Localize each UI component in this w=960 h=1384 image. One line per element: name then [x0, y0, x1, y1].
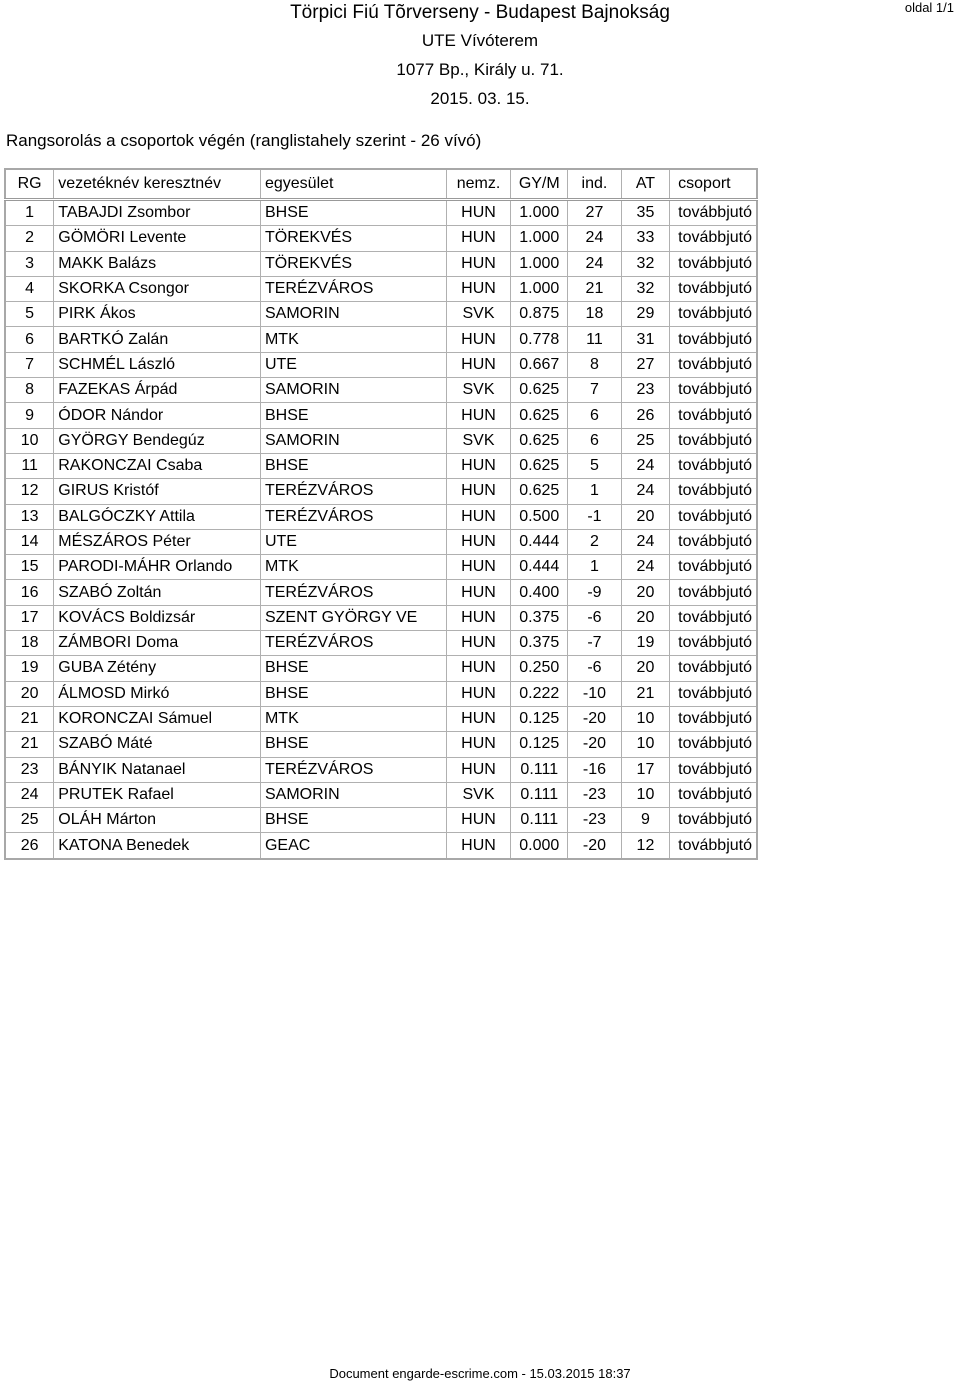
cell-rank: 18: [5, 631, 54, 656]
cell-index: 6: [568, 403, 622, 428]
cell-club: SZENT GYÖRGY VE: [260, 605, 446, 630]
cell-nation: HUN: [446, 403, 511, 428]
cell-win-ratio: 1.000: [511, 276, 568, 301]
cell-index: -23: [568, 808, 622, 833]
cell-group: továbbjutó: [670, 428, 757, 453]
cell-win-ratio: 0.111: [511, 782, 568, 807]
cell-group: továbbjutó: [670, 453, 757, 478]
cell-group: továbbjutó: [670, 251, 757, 276]
cell-club: MTK: [260, 706, 446, 731]
cell-win-ratio: 0.222: [511, 681, 568, 706]
cell-rank: 12: [5, 479, 54, 504]
cell-touches: 26: [621, 403, 669, 428]
cell-win-ratio: 0.778: [511, 327, 568, 352]
col-club: egyesület: [260, 169, 446, 200]
col-touches: AT: [621, 169, 669, 200]
cell-name: KOVÁCS Boldizsár: [54, 605, 261, 630]
cell-name: ÓDOR Nándor: [54, 403, 261, 428]
cell-club: UTE: [260, 352, 446, 377]
cell-group: továbbjutó: [670, 276, 757, 301]
table-row: [5, 428, 757, 453]
cell-group: továbbjutó: [670, 757, 757, 782]
cell-index: 7: [568, 378, 622, 403]
cell-group: továbbjutó: [670, 706, 757, 731]
cell-touches: 10: [621, 706, 669, 731]
cell-rank: 23: [5, 757, 54, 782]
cell-rank: 4: [5, 276, 54, 301]
table-row: [5, 479, 757, 504]
cell-nation: HUN: [446, 706, 511, 731]
cell-win-ratio: 0.250: [511, 656, 568, 681]
cell-club: SAMORIN: [260, 302, 446, 327]
cell-name: RAKONCZAI Csaba: [54, 453, 261, 478]
cell-club: BHSE: [260, 732, 446, 757]
cell-club: TERÉZVÁROS: [260, 504, 446, 529]
cell-rank: 24: [5, 782, 54, 807]
cell-index: 21: [568, 276, 622, 301]
cell-rank: 6: [5, 327, 54, 352]
cell-nation: HUN: [446, 352, 511, 377]
cell-rank: 16: [5, 580, 54, 605]
cell-group: továbbjutó: [670, 782, 757, 807]
table-row: [5, 782, 757, 807]
cell-rank: 25: [5, 808, 54, 833]
cell-win-ratio: 0.375: [511, 631, 568, 656]
cell-club: BHSE: [260, 453, 446, 478]
table-row: [5, 732, 757, 757]
cell-nation: HUN: [446, 833, 511, 859]
table-row: [5, 656, 757, 681]
cell-touches: 9: [621, 808, 669, 833]
venue: UTE Vívóterem: [421, 31, 539, 50]
cell-touches: 31: [621, 327, 669, 352]
cell-name: MAKK Balázs: [54, 251, 261, 276]
ranking-table: [4, 168, 758, 860]
cell-index: -6: [568, 656, 622, 681]
col-index: ind.: [568, 169, 622, 200]
cell-index: 8: [568, 352, 622, 377]
cell-nation: SVK: [446, 302, 511, 327]
cell-rank: 7: [5, 352, 54, 377]
cell-index: 18: [568, 302, 622, 327]
cell-nation: HUN: [446, 656, 511, 681]
cell-nation: HUN: [446, 327, 511, 352]
cell-club: TERÉZVÁROS: [260, 580, 446, 605]
cell-group: továbbjutó: [670, 327, 757, 352]
cell-win-ratio: 0.444: [511, 529, 568, 554]
cell-win-ratio: 0.625: [511, 378, 568, 403]
cell-nation: HUN: [446, 732, 511, 757]
cell-nation: HUN: [446, 681, 511, 706]
col-nation: nemz.: [446, 169, 511, 200]
cell-group: továbbjutó: [670, 555, 757, 580]
table-row: [5, 681, 757, 706]
cell-nation: HUN: [446, 757, 511, 782]
col-group: csoport: [670, 169, 757, 200]
table-row: [5, 757, 757, 782]
cell-group: továbbjutó: [670, 529, 757, 554]
cell-rank: 13: [5, 504, 54, 529]
cell-rank: 11: [5, 453, 54, 478]
cell-name: GUBA Zétény: [54, 656, 261, 681]
cell-club: BHSE: [260, 656, 446, 681]
cell-name: KATONA Benedek: [54, 833, 261, 859]
cell-club: MTK: [260, 327, 446, 352]
cell-name: SZABÓ Máté: [54, 732, 261, 757]
event-date: 2015. 03. 15.: [430, 89, 530, 108]
cell-name: BARTKÓ Zalán: [54, 327, 261, 352]
cell-index: -16: [568, 757, 622, 782]
cell-win-ratio: 0.125: [511, 732, 568, 757]
cell-touches: 20: [621, 504, 669, 529]
cell-win-ratio: 0.625: [511, 453, 568, 478]
table-header-row: [5, 169, 757, 200]
cell-index: -9: [568, 580, 622, 605]
cell-rank: 20: [5, 681, 54, 706]
table-row: [5, 555, 757, 580]
cell-win-ratio: 1.000: [511, 251, 568, 276]
cell-name: GÖMÖRI Levente: [54, 226, 261, 251]
cell-nation: SVK: [446, 782, 511, 807]
cell-touches: 33: [621, 226, 669, 251]
cell-touches: 17: [621, 757, 669, 782]
table-row: [5, 302, 757, 327]
table-row: [5, 327, 757, 352]
cell-touches: 35: [621, 200, 669, 226]
table-row: [5, 403, 757, 428]
cell-rank: 19: [5, 656, 54, 681]
table-row: [5, 833, 757, 859]
cell-index: 11: [568, 327, 622, 352]
table-row: [5, 580, 757, 605]
cell-club: TERÉZVÁROS: [260, 276, 446, 301]
cell-rank: 1: [5, 200, 54, 226]
cell-club: BHSE: [260, 808, 446, 833]
cell-name: SZABÓ Zoltán: [54, 580, 261, 605]
cell-rank: 8: [5, 378, 54, 403]
cell-group: továbbjutó: [670, 833, 757, 859]
cell-club: SAMORIN: [260, 428, 446, 453]
cell-win-ratio: 1.000: [511, 200, 568, 226]
cell-index: -20: [568, 732, 622, 757]
cell-group: továbbjutó: [670, 732, 757, 757]
cell-nation: SVK: [446, 378, 511, 403]
cell-touches: 24: [621, 453, 669, 478]
table-row: [5, 453, 757, 478]
cell-nation: HUN: [446, 200, 511, 226]
cell-touches: 12: [621, 833, 669, 859]
cell-rank: 5: [5, 302, 54, 327]
cell-rank: 14: [5, 529, 54, 554]
cell-club: TÖREKVÉS: [260, 226, 446, 251]
cell-nation: HUN: [446, 479, 511, 504]
cell-name: SCHMÉL László: [54, 352, 261, 377]
cell-touches: 25: [621, 428, 669, 453]
cell-nation: HUN: [446, 631, 511, 656]
cell-rank: 17: [5, 605, 54, 630]
cell-nation: HUN: [446, 504, 511, 529]
cell-group: továbbjutó: [670, 352, 757, 377]
cell-name: GYÖRGY Bendegúz: [54, 428, 261, 453]
cell-touches: 32: [621, 276, 669, 301]
cell-index: 6: [568, 428, 622, 453]
cell-index: 24: [568, 226, 622, 251]
table-row: [5, 251, 757, 276]
cell-name: OLÁH Márton: [54, 808, 261, 833]
page-number: oldal 1/1: [904, 0, 954, 15]
cell-touches: 10: [621, 732, 669, 757]
cell-index: 24: [568, 251, 622, 276]
cell-win-ratio: 0.111: [511, 808, 568, 833]
cell-index: 1: [568, 555, 622, 580]
table-row: [5, 378, 757, 403]
cell-name: MÉSZÁROS Péter: [54, 529, 261, 554]
table-row: [5, 706, 757, 731]
cell-touches: 10: [621, 782, 669, 807]
cell-club: TERÉZVÁROS: [260, 631, 446, 656]
table-row: [5, 200, 757, 226]
cell-touches: 24: [621, 529, 669, 554]
cell-index: 2: [568, 529, 622, 554]
cell-index: -10: [568, 681, 622, 706]
cell-touches: 20: [621, 656, 669, 681]
cell-nation: HUN: [446, 226, 511, 251]
cell-group: továbbjutó: [670, 226, 757, 251]
cell-name: ÁLMOSD Mirkó: [54, 681, 261, 706]
cell-club: UTE: [260, 529, 446, 554]
cell-group: továbbjutó: [670, 605, 757, 630]
cell-nation: HUN: [446, 808, 511, 833]
cell-win-ratio: 1.000: [511, 226, 568, 251]
table-row: [5, 529, 757, 554]
cell-nation: SVK: [446, 428, 511, 453]
cell-index: -20: [568, 833, 622, 859]
cell-nation: HUN: [446, 276, 511, 301]
cell-club: GEAC: [260, 833, 446, 859]
cell-touches: 24: [621, 555, 669, 580]
table-row: [5, 226, 757, 251]
cell-index: 1: [568, 479, 622, 504]
cell-touches: 23: [621, 378, 669, 403]
cell-name: BALGÓCZKY Attila: [54, 504, 261, 529]
cell-club: BHSE: [260, 681, 446, 706]
document-title: Törpici Fiú Tõrverseny - Budapest Bajnokság: [290, 2, 670, 23]
cell-nation: HUN: [446, 453, 511, 478]
col-rank: RG: [5, 169, 54, 200]
ranking-subtitle: Rangsorolás a csoportok végén (ranglistahely szerint - 26 vívó): [6, 131, 482, 150]
cell-group: továbbjutó: [670, 479, 757, 504]
cell-touches: 32: [621, 251, 669, 276]
cell-touches: 19: [621, 631, 669, 656]
cell-win-ratio: 0.500: [511, 504, 568, 529]
table-row: [5, 631, 757, 656]
cell-name: PRUTEK Rafael: [54, 782, 261, 807]
cell-index: -7: [568, 631, 622, 656]
cell-index: -23: [568, 782, 622, 807]
cell-name: PIRK Ákos: [54, 302, 261, 327]
cell-index: -1: [568, 504, 622, 529]
table-row: [5, 504, 757, 529]
cell-win-ratio: 0.000: [511, 833, 568, 859]
cell-group: továbbjutó: [670, 808, 757, 833]
cell-name: PARODI-MÁHR Orlando: [54, 555, 261, 580]
cell-nation: HUN: [446, 529, 511, 554]
table-row: [5, 276, 757, 301]
cell-win-ratio: 0.400: [511, 580, 568, 605]
cell-touches: 24: [621, 479, 669, 504]
cell-win-ratio: 0.625: [511, 479, 568, 504]
cell-group: továbbjutó: [670, 200, 757, 226]
footer: Document engarde-escrime.com - 15.03.2015 18:37: [329, 1366, 631, 1381]
cell-group: továbbjutó: [670, 656, 757, 681]
col-win-ratio: GY/M: [511, 169, 568, 200]
cell-name: GIRUS Kristóf: [54, 479, 261, 504]
col-name: vezetéknév keresztnév: [54, 169, 261, 200]
cell-win-ratio: 0.625: [511, 428, 568, 453]
cell-club: TERÉZVÁROS: [260, 757, 446, 782]
cell-rank: 9: [5, 403, 54, 428]
cell-index: -6: [568, 605, 622, 630]
cell-club: BHSE: [260, 403, 446, 428]
cell-group: továbbjutó: [670, 504, 757, 529]
cell-name: ZÁMBORI Doma: [54, 631, 261, 656]
cell-group: továbbjutó: [670, 681, 757, 706]
cell-club: BHSE: [260, 200, 446, 226]
cell-win-ratio: 0.625: [511, 403, 568, 428]
cell-touches: 29: [621, 302, 669, 327]
cell-nation: HUN: [446, 251, 511, 276]
table-row: [5, 605, 757, 630]
cell-club: SAMORIN: [260, 782, 446, 807]
table-body: [5, 200, 757, 859]
cell-win-ratio: 0.111: [511, 757, 568, 782]
cell-name: FAZEKAS Árpád: [54, 378, 261, 403]
cell-rank: 21: [5, 732, 54, 757]
cell-group: továbbjutó: [670, 580, 757, 605]
cell-rank: 3: [5, 251, 54, 276]
cell-win-ratio: 0.375: [511, 605, 568, 630]
table-row: [5, 808, 757, 833]
cell-index: 27: [568, 200, 622, 226]
cell-group: továbbjutó: [670, 378, 757, 403]
cell-rank: 15: [5, 555, 54, 580]
cell-rank: 21: [5, 706, 54, 731]
cell-name: SKORKA Csongor: [54, 276, 261, 301]
cell-rank: 10: [5, 428, 54, 453]
cell-rank: 26: [5, 833, 54, 859]
cell-group: továbbjutó: [670, 631, 757, 656]
cell-touches: 27: [621, 352, 669, 377]
cell-index: 5: [568, 453, 622, 478]
cell-club: MTK: [260, 555, 446, 580]
cell-group: továbbjutó: [670, 302, 757, 327]
cell-win-ratio: 0.875: [511, 302, 568, 327]
table-row: [5, 352, 757, 377]
cell-name: TABAJDI Zsombor: [54, 200, 261, 226]
address: 1077 Bp., Király u. 71.: [396, 60, 564, 79]
cell-nation: HUN: [446, 580, 511, 605]
cell-nation: HUN: [446, 555, 511, 580]
cell-win-ratio: 0.667: [511, 352, 568, 377]
cell-touches: 20: [621, 580, 669, 605]
cell-index: -20: [568, 706, 622, 731]
cell-name: BÁNYIK Natanael: [54, 757, 261, 782]
cell-club: TERÉZVÁROS: [260, 479, 446, 504]
cell-club: SAMORIN: [260, 378, 446, 403]
cell-group: továbbjutó: [670, 403, 757, 428]
cell-win-ratio: 0.444: [511, 555, 568, 580]
cell-nation: HUN: [446, 605, 511, 630]
cell-club: TÖREKVÉS: [260, 251, 446, 276]
cell-rank: 2: [5, 226, 54, 251]
cell-name: KORONCZAI Sámuel: [54, 706, 261, 731]
cell-touches: 20: [621, 605, 669, 630]
cell-touches: 21: [621, 681, 669, 706]
cell-win-ratio: 0.125: [511, 706, 568, 731]
